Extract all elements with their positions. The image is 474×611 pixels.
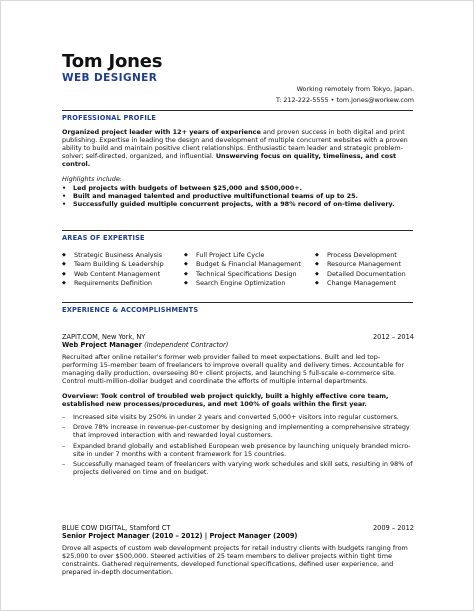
expertise-item: ◆ Process Development bbox=[315, 251, 406, 260]
profile-summary-lead: Organized project leader with 12+ years of experience bbox=[62, 128, 261, 136]
candidate-role: WEB DESIGNER bbox=[62, 72, 158, 84]
job-company: ZAPIT.COM, New York, NY bbox=[62, 333, 146, 341]
expertise-item: ◆ Resource Management bbox=[315, 260, 406, 269]
expertise-item: ◆ Team Building & Leadership bbox=[62, 260, 164, 269]
job-dates: 2012 – 2014 bbox=[372, 333, 414, 341]
section-divider bbox=[62, 230, 413, 231]
highlights-list bbox=[62, 185, 414, 209]
expertise-section-title: AREAS OF EXPERTISE bbox=[62, 234, 145, 242]
job-dates: 2009 – 2012 bbox=[372, 524, 414, 532]
profile-summary bbox=[62, 128, 414, 168]
expertise-item: ◆ Full Project Life Cycle bbox=[184, 251, 301, 260]
highlight-item: • Successfully guided multiple concurrent projects, with a 98% record of on-time delivery. bbox=[62, 201, 414, 209]
profile-summary-tail: Unswerving focus on quality, timeliness, and cost control. bbox=[62, 152, 397, 169]
contact-text: T: 212-222-5555 • tom.jones@workew.com bbox=[275, 96, 414, 104]
job-description: Recruited after online retailer's former web provider failed to meet expectations. Built and led top-performing 15-member team of freelancers to improve overall quality and delivery times. Accountable for managing daily production, overseeing 80+ client projects, and launching 5 full-scale e-commerce site. Control multi-million-dollar budget and coordinate the efforts of multiple internal departments. bbox=[62, 353, 405, 386]
job-overview: Overview: Took control of troubled web project quickly, built a highly effective core team, established new processes/procedures, and met 100% of goals within the first year. bbox=[62, 392, 389, 409]
expertise-item: ◆ Detailed Documentation bbox=[315, 270, 406, 279]
job-company: BLUE COW DIGITAL, Stamford CT bbox=[62, 524, 171, 532]
section-divider bbox=[62, 302, 413, 303]
job-achievements bbox=[62, 413, 414, 478]
location-text: Working remotely from Tokyo, Japan. bbox=[296, 85, 414, 93]
achievement-item: – Increased site visits by 250% in under 2 years and converted 5,000+ visitors into regular customers. bbox=[62, 413, 414, 421]
expertise-item: ◆ Technical Specifications Design bbox=[184, 270, 301, 279]
job-title bbox=[62, 341, 228, 349]
job-description: Drove all aspects of custom web development projects for retail industry clients with budgets ranging from $25,000 to over $500,000. Steered activities of 25 team members to deliver projects within tight time constraints. Gathered requirements, developed functional specifications, defined user experience, and prepared in-depth documentation. bbox=[62, 544, 408, 577]
job-title: Senior Project Manager (2010 – 2012) | Project Manager (2009) bbox=[62, 532, 298, 540]
highlights-label: Highlights include: bbox=[62, 175, 122, 183]
achievement-item: – Successfully managed team of freelancers with varying work schedules and skill sets, resulting in 98% of projects delivered on time and on budget. bbox=[62, 460, 414, 476]
highlight-item: • Led projects with budgets of between $25,000 and $500,000+. bbox=[62, 185, 414, 193]
expertise-item: ◆ Requirements Definition bbox=[62, 279, 164, 288]
expertise-item: ◆ Change Management bbox=[315, 279, 406, 288]
profile-summary-body: and proven success in both digital and print publishing. Expertise in leading the design and development of multiple concurrent websites with a proven ability to build and maintain positive client relationships. Enthusiastic team leader and strategic problem-solver; self-directed, organized, and influential. bbox=[62, 128, 408, 161]
experience-section-title: EXPERIENCE & ACCOMPLISHMENTS bbox=[62, 306, 199, 314]
achievement-item: – Drove 78% increase in revenue-per-customer by designing and implementing a comprehensive strategy that improved interaction with and rewarded loyal customers. bbox=[62, 423, 414, 439]
highlight-item: • Built and managed talented and productive multifunctional teams of up to 25. bbox=[62, 193, 414, 201]
section-divider bbox=[62, 110, 413, 111]
expertise-item: ◆ Search Engine Optimization bbox=[184, 279, 301, 288]
expertise-column-1 bbox=[62, 251, 164, 289]
expertise-column-2 bbox=[184, 251, 301, 289]
profile-section-title: PROFESSIONAL PROFILE bbox=[62, 114, 157, 122]
achievement-item: – Expanded brand globally and established European web presence by launching uniquely branded micro-site in under 7 months with a content framework for 15 countries. bbox=[62, 442, 414, 458]
job-title-text: Web Project Manager bbox=[62, 341, 142, 349]
expertise-item: ◆ Budget & Financial Management bbox=[184, 260, 301, 269]
expertise-column-3 bbox=[315, 251, 406, 289]
job-title-note: (Independent Contractor) bbox=[144, 341, 229, 349]
expertise-item: ◆ Strategic Business Analysis bbox=[62, 251, 164, 260]
candidate-name: Tom Jones bbox=[62, 51, 163, 72]
expertise-item: ◆ Web Content Management bbox=[62, 270, 164, 279]
